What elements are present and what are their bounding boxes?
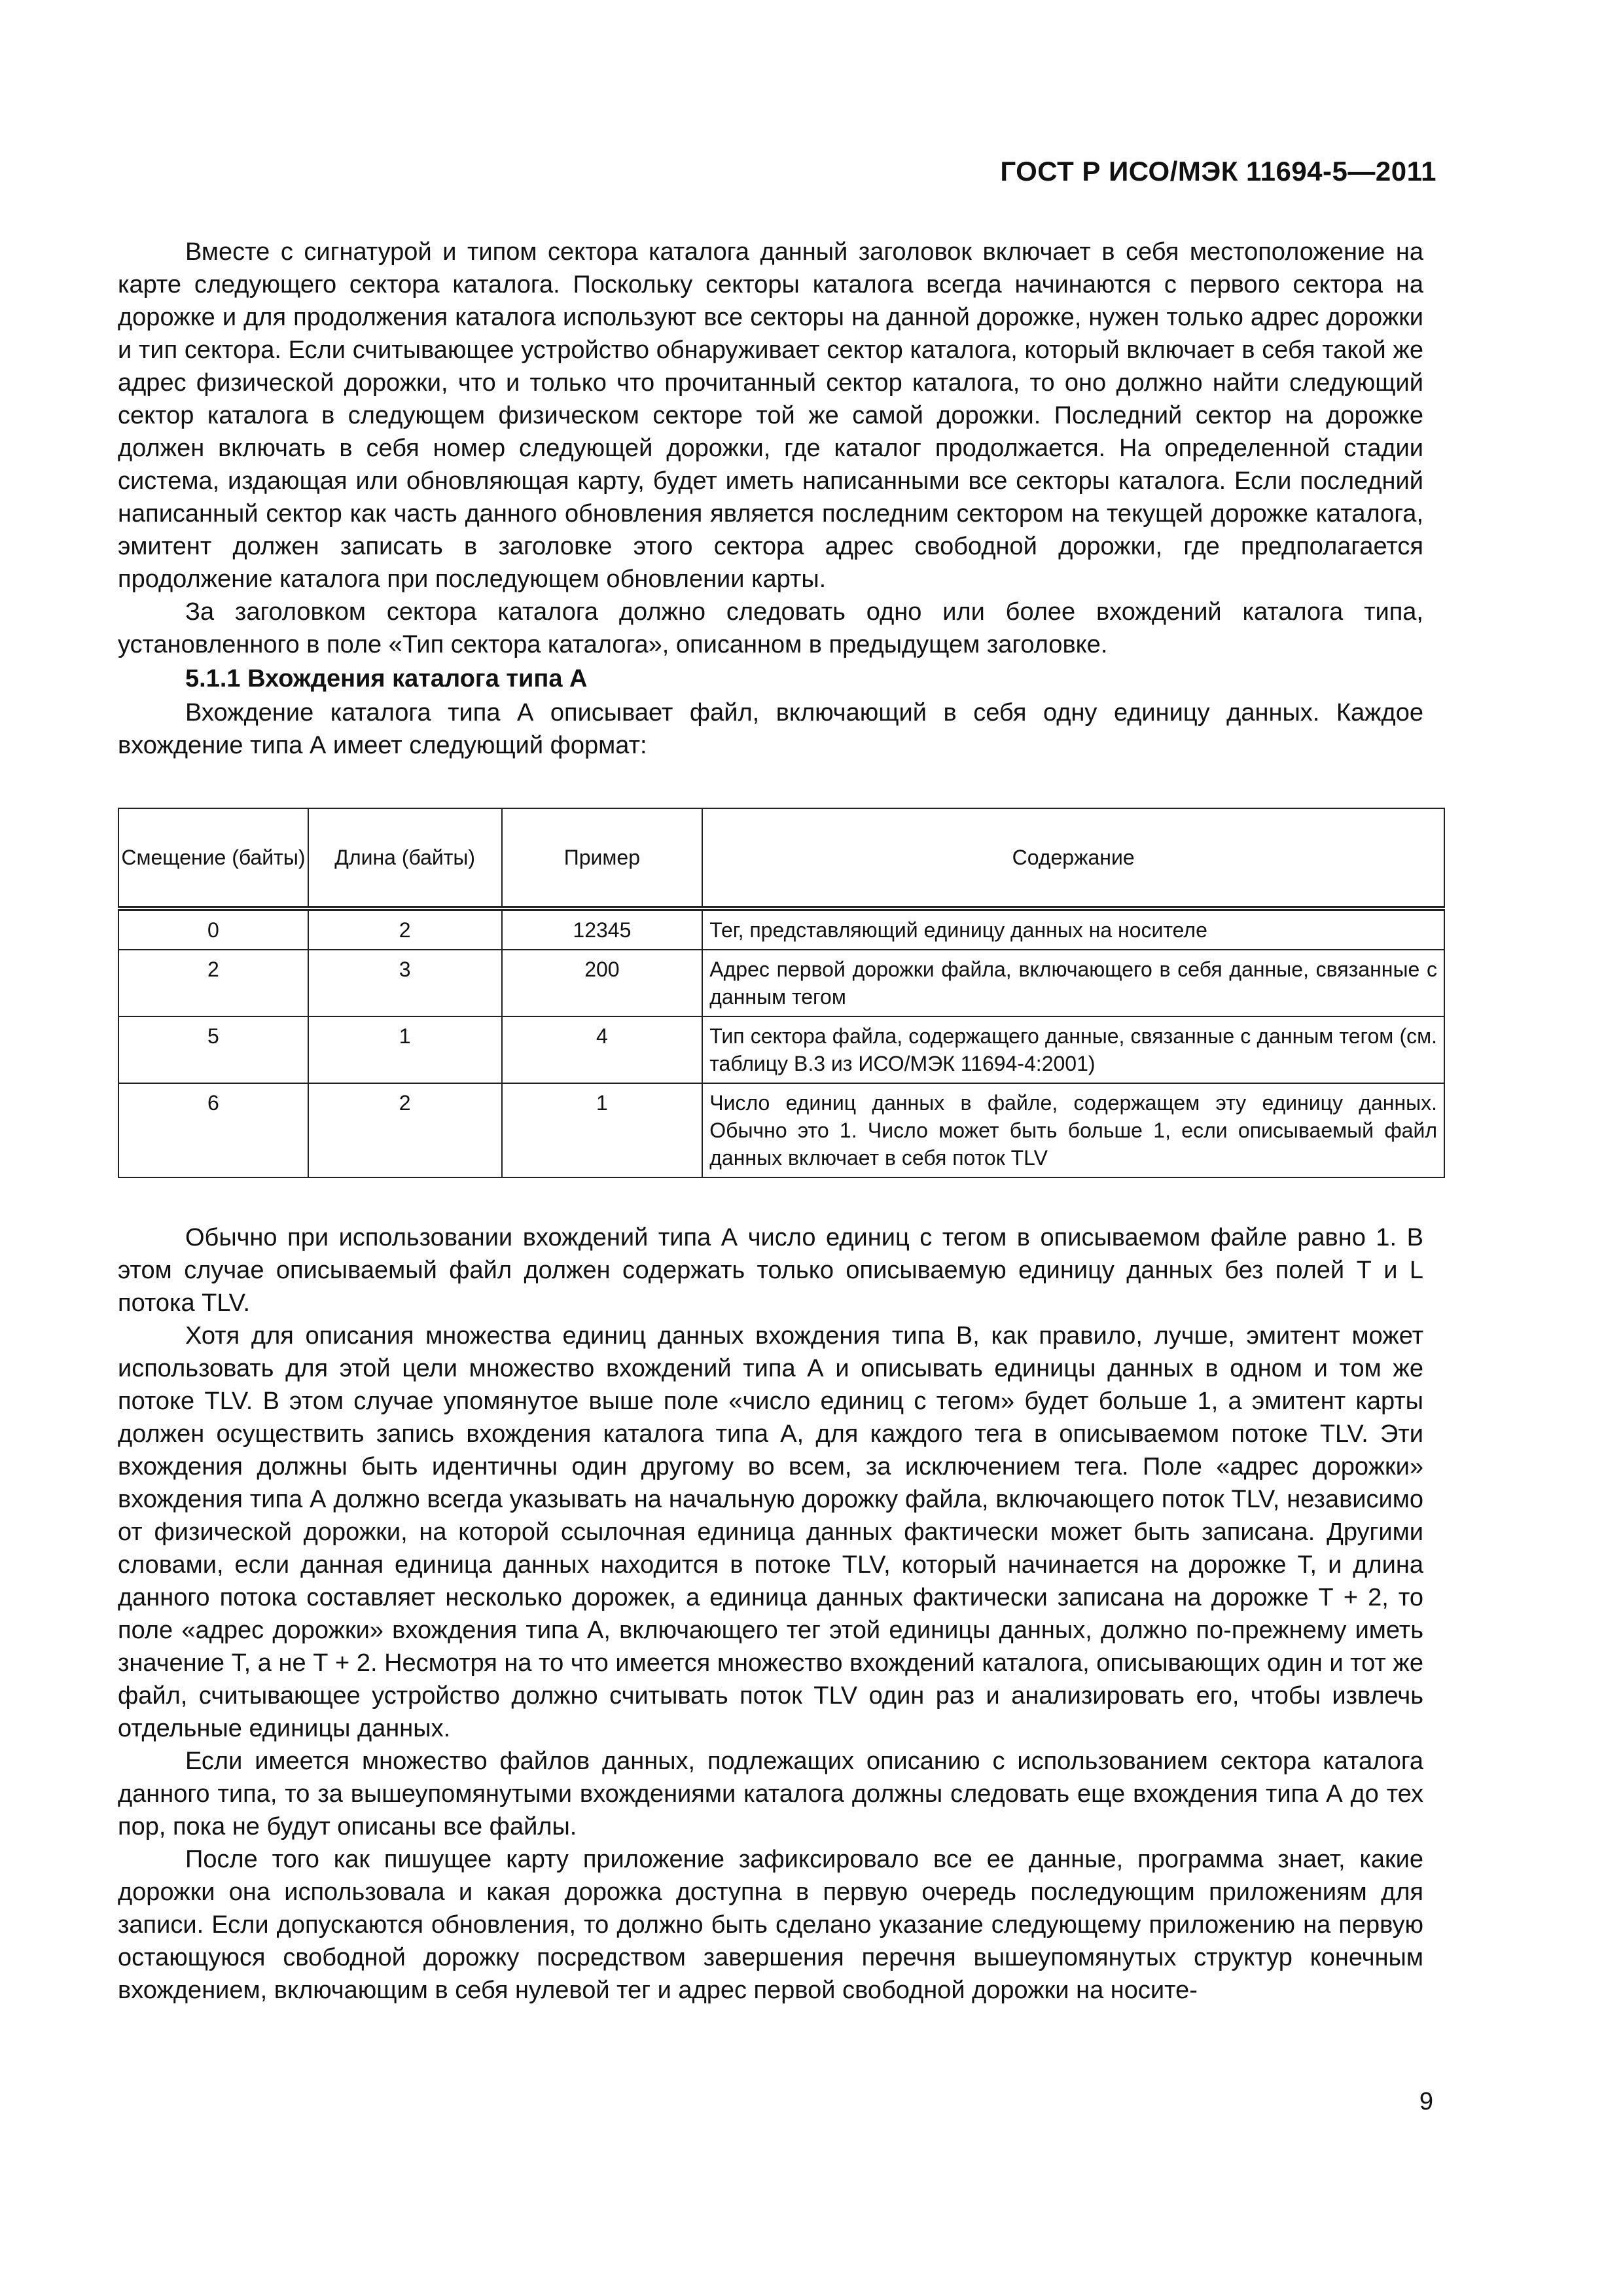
- header-offset: Смещение (байты): [118, 808, 308, 908]
- document-header: ГОСТ Р ИСО/МЭК 11694-5—2011: [1000, 156, 1436, 187]
- entry-format-table-wrap: [118, 808, 1437, 1178]
- cell-content: Число единиц данных в файле, содержащем эту единицу данных. Обычно это 1. Число может быть больше 1, если описываемый файл данных включает в себя поток TLV: [702, 1083, 1444, 1177]
- paragraph: Вместе с сигнатурой и типом сектора каталога данный заголовок включает в себя местоположение на карте следующего сектора каталога. Поскольку секторы каталога всегда начинаются с первого сектора на дорожке и для продолжения каталога используют все секторы на данной дорожке, нужен только адрес дорожки и тип сектора. Если считывающее устройство обнаруживает сектор каталога, который включает в себя такой же адрес физической дорожки, что и только что прочитанный сектор каталога, то оно должно найти следующий сектор каталога в следующем физическом секторе той же самой дорожки. Последний сектор на дорожке должен включать в себя номер следующей дорожки, где каталог продолжается. На определенной стадии система, издающая или обновляющая карту, будет иметь написанными все секторы каталога. Если последний написанный сектор как часть данного обновления является последним сектором на текущей дорожке каталога, эмитент должен записать в заголовке этого сектора адрес свободной дорожки, где предполагается продолжение каталога при последующем обновлении карты.: [118, 238, 1423, 593]
- paragraphs-after-table: [118, 1221, 1423, 2007]
- header-content: Содержание: [702, 808, 1444, 908]
- cell-content: Тип сектора файла, содержащего данные, связанные с данным тегом (см. таблицу В.3 из ИСО/МЭК 11694-4:2001): [702, 1016, 1444, 1083]
- section-heading: 5.1.1 Вхождения каталога типа А: [185, 665, 588, 692]
- table-row: [118, 950, 1444, 1016]
- cell-example: 4: [502, 1016, 703, 1083]
- table-header-row: [118, 808, 1444, 908]
- cell-offset: 0: [118, 908, 308, 950]
- cell-length: 3: [308, 950, 502, 1016]
- header-example: Пример: [502, 808, 703, 908]
- table-row: [118, 1016, 1444, 1083]
- cell-example: 1: [502, 1083, 703, 1177]
- cell-content: Адрес первой дорожки файла, включающего в себя данные, связанные с данным тегом: [702, 950, 1444, 1016]
- cell-example: 200: [502, 950, 703, 1016]
- cell-length: 2: [308, 908, 502, 950]
- header-length: Длина (байты): [308, 808, 502, 908]
- section-intro: Вхождение каталога типа А описывает файл, включающий в себя одну единицу данных. Каждое вхождение типа А имеет следующий формат:: [118, 699, 1423, 759]
- cell-offset: 5: [118, 1016, 308, 1083]
- table-row: [118, 1083, 1444, 1177]
- cell-content: Тег, представляющий единицу данных на носителе: [702, 908, 1444, 950]
- cell-length: 2: [308, 1083, 502, 1177]
- paragraph: После того как пишущее карту приложение зафиксировало все ее данные, программа знает, какие дорожки она использовала и какая дорожка доступна в первую очередь последующим приложениям для записи. Если допускаются обновления, то должно быть сделано указание следующему приложению на первую остающуюся свободной дорожку посредством завершения перечня вышеупомянутых структур конечным вхождением, включающим в себя нулевой тег и адрес первой свободной дорожки на носите-: [118, 1846, 1423, 2004]
- paragraph: За заголовком сектора каталога должно следовать одно или более вхождений каталога типа, установленного в поле «Тип сектора каталога», описанном в предыдущем заголовке.: [118, 598, 1423, 658]
- document-body: [118, 236, 1437, 2007]
- table-row: [118, 908, 1444, 950]
- entry-format-table: [118, 808, 1445, 1178]
- paragraph: Хотя для описания множества единиц данных вхождения типа В, как правило, лучше, эмитент может использовать для этой цели множество вхождений типа А и описывать единицы данных в одном и том же потоке TLV. В этом случае упомянутое выше поле «число единиц с тегом» будет больше 1, а эмитент карты должен осуществить запись вхождения каталога типа А, для каждого тега в описываемом потоке TLV. Эти вхождения должны быть идентичны один другому во всем, за исключением тега. Поле «адрес дорожки» вхождения типа А должно всегда указывать на начальную дорожку файла, включающего поток TLV, независимо от физической дорожки, на которой ссылочная единица данных фактически может быть записана. Другими словами, если данная единица данных находится в потоке TLV, который начинается на дорожке Т, и длина данного потока составляет несколько дорожек, а единица данных фактически записана на дорожке Т + 2, то поле «адрес дорожки» вхождения типа А, включающего тег этой единицы данных, должно по-прежнему иметь значение Т, а не Т + 2. Несмотря на то что имеется множество вхождений каталога, описывающих один и тот же файл, считывающее устройство должно считывать поток TLV один раз и анализировать его, чтобы извлечь отдельные единицы данных.: [118, 1322, 1423, 1742]
- cell-offset: 6: [118, 1083, 308, 1177]
- paragraph: Обычно при использовании вхождений типа А число единиц с тегом в описываемом файле равно 1. В этом случае описываемый файл должен содержать только описываемую единицу данных без полей Т и L потока TLV.: [118, 1224, 1423, 1317]
- cell-length: 1: [308, 1016, 502, 1083]
- paragraph: Если имеется множество файлов данных, подлежащих описанию с использованием сектора каталога данного типа, то за вышеупомянутыми вхождениями каталога должны следовать еще вхождения типа А до тех пор, пока не будут описаны все файлы.: [118, 1748, 1423, 1840]
- cell-example: 12345: [502, 908, 703, 950]
- cell-offset: 2: [118, 950, 308, 1016]
- page-number: 9: [1419, 2088, 1433, 2115]
